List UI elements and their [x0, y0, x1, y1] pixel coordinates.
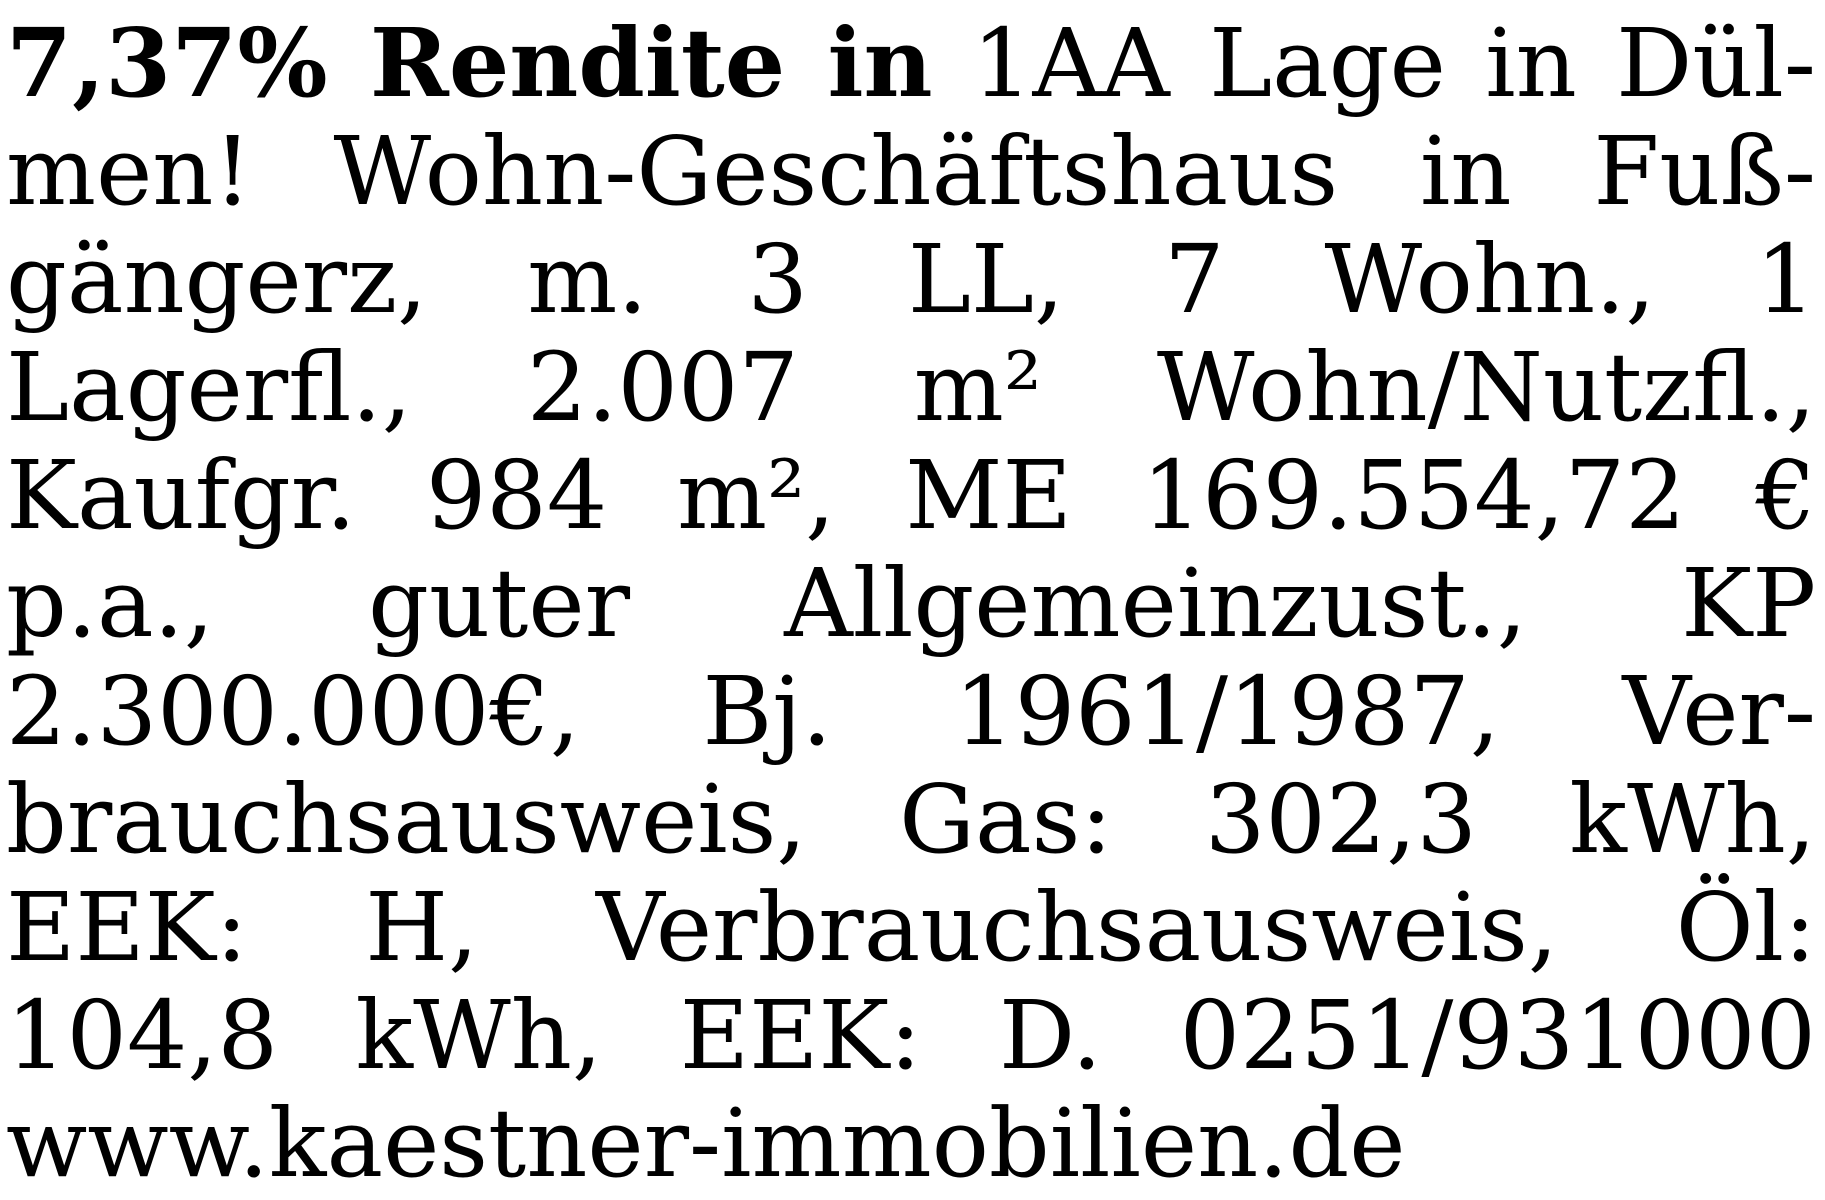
ad-line-4: Lagerfl., 2.007 m² Wohn/Nutzfl.,	[6, 333, 1816, 443]
ad-line-7: 2.300.000€, Bj. 1961/1987, Ver-	[6, 657, 1816, 767]
classified-ad	[6, 10, 1816, 1198]
ad-line-1	[6, 8, 1816, 119]
ad-line-2: men! Wohn-Geschäftshaus in Fuß-	[6, 117, 1816, 227]
ad-line-6: p.a., guter Allgemeinzust., KP	[6, 549, 1816, 659]
ad-line-1-text: 1AA Lage in Dül-	[932, 9, 1816, 119]
ad-website-link[interactable]: www.kaestner-immobilien.de	[6, 1089, 1406, 1199]
ad-headline: 7,37% Rendite in	[6, 8, 933, 119]
ad-line-3: gängerz, m. 3 LL, 7 Wohn., 1	[6, 225, 1816, 335]
ad-line-8: brauchsausweis, Gas: 302,3 kWh,	[6, 765, 1816, 875]
ad-line-9: EEK: H, Verbrauchsausweis, Öl:	[6, 873, 1816, 983]
ad-line-10: 104,8 kWh, EEK: D. 0251/931000	[6, 981, 1816, 1091]
ad-line-5: Kaufgr. 984 m², ME 169.554,72 €	[6, 441, 1816, 551]
